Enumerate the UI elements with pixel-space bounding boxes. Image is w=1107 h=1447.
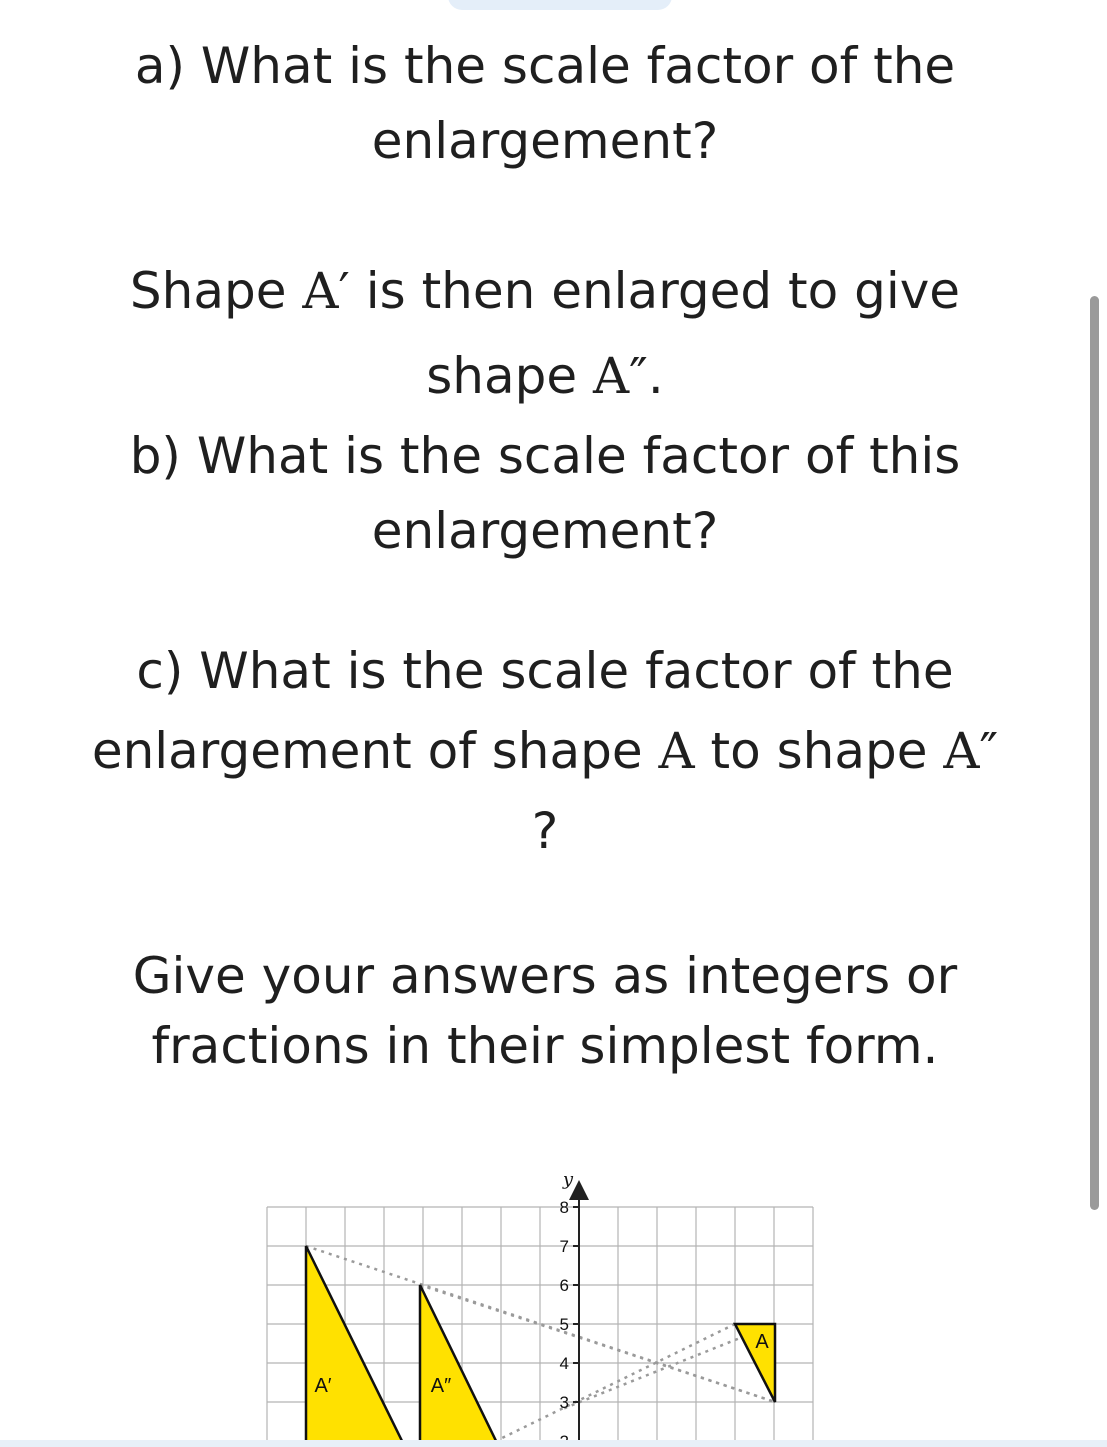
intro-b-text-start: Shape (129, 262, 303, 320)
question-c-text-mid: to shape (694, 722, 944, 780)
math-a-double-prime: A″ (593, 347, 648, 405)
question-c-line1: c) What is the scale factor of the (136, 642, 954, 700)
dotted-ray (498, 1324, 735, 1440)
instruction-line2: fractions in their simplest form. (151, 1017, 939, 1075)
intro-b2-text-start: shape (426, 347, 594, 405)
label-a-double-prime: A″ (430, 1375, 452, 1397)
question-c-text-start: enlargement of shape (91, 722, 659, 780)
question-c-line3: ? (531, 802, 559, 860)
y-tick-label: 8 (559, 1198, 569, 1217)
shape-a-double-prime (420, 1285, 498, 1445)
question-b-line2: enlargement? (371, 502, 719, 560)
y-tick-label: 3 (559, 1393, 569, 1412)
math-a-prime: A′ (302, 262, 350, 320)
bottom-rule (0, 1440, 1107, 1447)
question-a-line1: a) What is the scale factor of the (134, 37, 956, 95)
y-tick-label: 6 (559, 1276, 569, 1295)
question-a-line2: enlargement? (371, 112, 719, 170)
y-axis-label: y (562, 1169, 574, 1190)
instruction-line1: Give your answers as integers or (132, 947, 958, 1005)
y-tick-label: 7 (559, 1237, 569, 1256)
intro-b-text-end: is then enlarged to give (349, 262, 961, 320)
math-a-double-prime-c: A″ (943, 722, 999, 780)
y-tick-label: 5 (559, 1315, 569, 1334)
question-b-line1: b) What is the scale factor of this (129, 427, 961, 485)
math-a: A (658, 722, 695, 780)
dotted-ray (420, 1285, 775, 1402)
scrollbar[interactable] (1090, 296, 1099, 1210)
y-tick-label: 4 (559, 1354, 569, 1373)
intro-b2-period: . (647, 347, 664, 405)
label-a-prime: A′ (314, 1375, 332, 1397)
label-a: A (755, 1331, 769, 1353)
shape-a-prime (306, 1246, 404, 1445)
